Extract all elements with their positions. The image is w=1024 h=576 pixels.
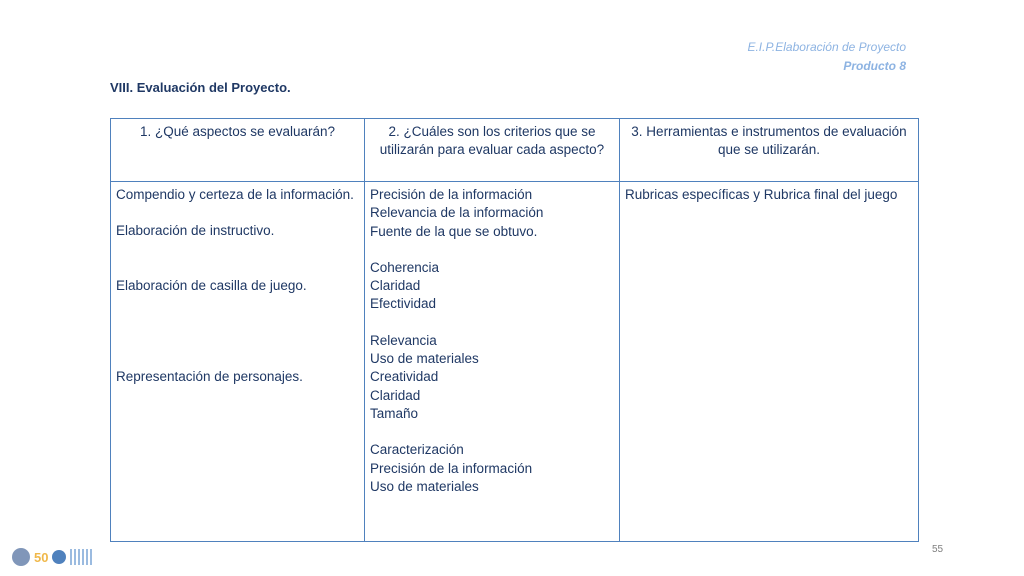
aspects-cell (111, 182, 365, 542)
header-product-label: Producto 8 (843, 59, 906, 73)
criterion-item: Claridad (370, 387, 421, 403)
table-header-row (111, 119, 919, 182)
criterion-item: Coherencia (370, 259, 440, 275)
criterion-item: Caracterización (370, 442, 464, 458)
aspect-item: Elaboración de instructivo. (116, 223, 275, 239)
header-project-title: E.I.P.Elaboración de Proyecto (747, 40, 906, 54)
section-title: VIII. Evaluación del Proyecto. (110, 80, 291, 95)
criterion-item: Uso de materiales (370, 478, 479, 494)
tools-cell (620, 182, 919, 542)
criterion-item: Precisión de la información (370, 187, 533, 202)
school-logo-icon (52, 550, 66, 564)
unam-seal-icon (12, 548, 30, 566)
criteria-cell (365, 182, 620, 542)
criterion-item: Relevancia (370, 332, 437, 348)
criterion-item: Creatividad (370, 369, 439, 385)
criterion-item: Claridad (370, 278, 421, 294)
criterion-item: Fuente de la que se obtuvo. (370, 223, 538, 239)
decorative-bars-icon (70, 549, 92, 565)
table-row (111, 182, 919, 542)
criterion-item: Uso de materiales (370, 351, 479, 367)
criterion-item: Precisión de la información (370, 460, 533, 476)
tools-item: Rubricas específicas y Rubrica final del juego (625, 187, 898, 202)
aspect-item: Elaboración de casilla de juego. (116, 277, 307, 293)
anniversary-logo-icon: 50 (34, 549, 49, 565)
institution-logos (12, 546, 116, 568)
aspect-item: Representación de personajes. (116, 368, 303, 384)
document-header (747, 38, 906, 76)
header-aspects: 1. ¿Qué aspectos se evaluarán? (111, 119, 365, 182)
criterion-item: Relevancia de la información (370, 205, 544, 221)
criterion-item: Efectividad (370, 296, 437, 312)
header-criteria: 2. ¿Cuáles son los criterios que se utilizarán para evaluar cada aspecto? (365, 119, 620, 182)
page-number: 55 (932, 544, 944, 555)
criterion-item: Tamaño (370, 405, 419, 421)
evaluation-table (110, 118, 919, 542)
header-tools: 3. Herramientas e instrumentos de evaluación que se utilizarán. (620, 119, 919, 182)
aspect-item: Compendio y certeza de la información. (116, 187, 354, 202)
